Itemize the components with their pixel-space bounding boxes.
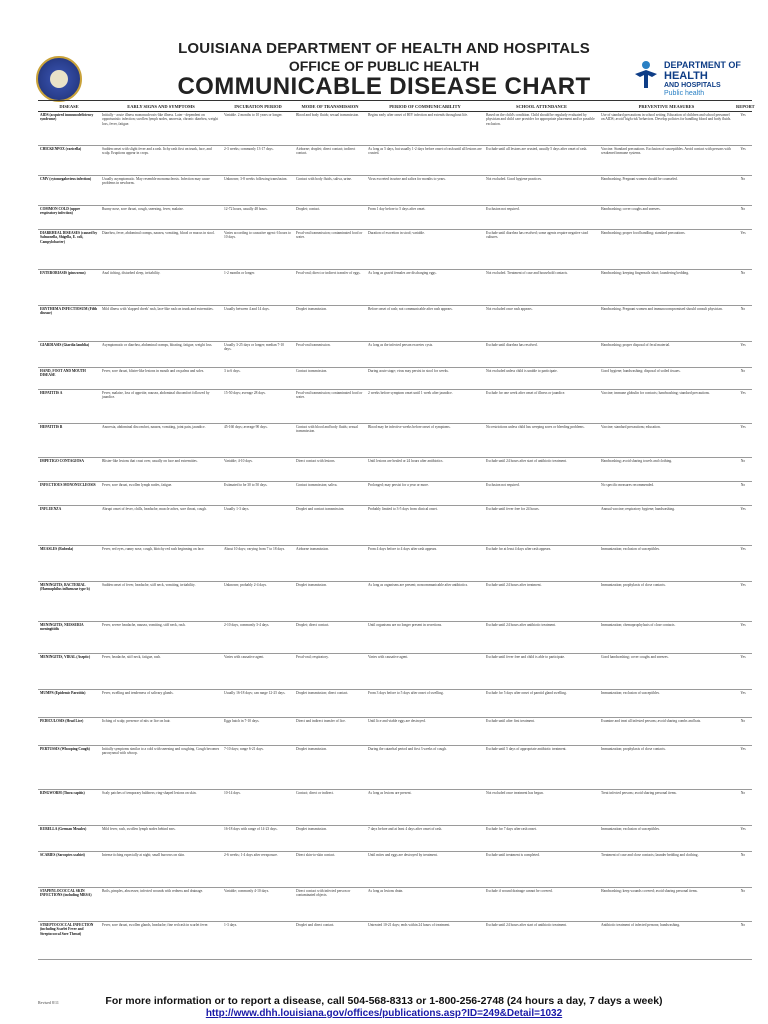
cell-preventive: Immunization; exclusion of susceptibles. <box>599 546 734 582</box>
cell-transmission: Direct contact with lesions. <box>294 458 366 482</box>
cell-transmission: Droplet transmission. <box>294 746 366 790</box>
cell-disease: CHICKENPOX (varicella) <box>38 146 100 176</box>
cell-incubation: Usually 3-25 days or longer; median 7-10 days. <box>222 342 294 368</box>
cell-report: No <box>734 270 752 306</box>
cell-preventive: Treatment of case and close contacts; launder bedding and clothing. <box>599 852 734 888</box>
cell-school: Not excluded. Good hygiene practices. <box>484 176 599 206</box>
cell-preventive: Handwashing; avoid sharing towels and clothing. <box>599 458 734 482</box>
table-row <box>38 458 752 482</box>
logo-line-4: Public health <box>664 90 705 97</box>
table-row <box>38 546 752 582</box>
cell-communicability: Until organisms are no longer present in secretions. <box>366 622 484 654</box>
table-row <box>38 368 752 390</box>
table-row <box>38 306 752 342</box>
cell-incubation: 12-72 hours, usually 48 hours. <box>222 206 294 230</box>
cell-report: No <box>734 852 752 888</box>
cell-disease: COMMON COLD (upper respiratory infection) <box>38 206 100 230</box>
dhh-figure-icon <box>632 60 660 90</box>
cell-school: No restrictions unless child has weeping sores or bleeding problems. <box>484 424 599 458</box>
table-row <box>38 582 752 622</box>
cell-signs: Sudden onset of fever, headache, stiff neck, vomiting, irritability. <box>100 582 222 622</box>
cell-disease: STAPHYLOCOCCAL SKIN INFECTIONS (including MRSA) <box>38 888 100 922</box>
col-header-transmission: MODE OF TRANSMISSION <box>294 101 366 112</box>
cell-signs: Boils, pimples, abscesses; infected wounds with redness and drainage. <box>100 888 222 922</box>
cell-school: Exclude until diarrhea has resolved. <box>484 342 599 368</box>
cell-incubation: 7-10 days; range 6-21 days. <box>222 746 294 790</box>
cell-incubation: 15-50 days; average 28 days. <box>222 390 294 424</box>
cell-school: Exclusion not required. <box>484 482 599 506</box>
cell-transmission: Direct and indirect transfer of lice. <box>294 718 366 746</box>
cell-signs: Fever, sore throat, blister-like lesions in mouth and on palms and soles. <box>100 368 222 390</box>
cell-disease: MEASLES (Rubeola) <box>38 546 100 582</box>
cell-incubation: Varies with causative agent. <box>222 654 294 690</box>
cell-report: Yes <box>734 746 752 790</box>
cell-preventive: Handwashing. Pregnant women and immunocompromised should consult physician. <box>599 306 734 342</box>
cell-school: Exclude until 24 hours after antibiotic treatment. <box>484 622 599 654</box>
cell-report: No <box>734 482 752 506</box>
cell-transmission: Blood and body fluids; sexual transmission. <box>294 112 366 146</box>
cell-preventive: Immunization; chemoprophylaxis of close contacts. <box>599 622 734 654</box>
cell-disease: INFLUENZA <box>38 506 100 546</box>
cell-school: Not excluded once treatment has begun. <box>484 790 599 826</box>
cell-school: Exclude until 24 hours after treatment. <box>484 582 599 622</box>
cell-transmission: Droplet; direct contact. <box>294 622 366 654</box>
cell-transmission: Contact; direct or indirect. <box>294 790 366 826</box>
footer-contact: For more information or to report a disease, call 504-568-8313 or 1-800-256-2748 (24 hours a day, 7 days a week) <box>105 995 663 1007</box>
cell-communicability: Prolonged; may persist for a year or more. <box>366 482 484 506</box>
cell-incubation: Usually between 4 and 14 days. <box>222 306 294 342</box>
cell-preventive: Immunization; prophylaxis of close contacts. <box>599 582 734 622</box>
table-row <box>38 654 752 690</box>
table-row <box>38 390 752 424</box>
cell-school: Exclude until 24 hours after start of antibiotic treatment. <box>484 922 599 960</box>
cell-signs: Asymptomatic or diarrhea, abdominal cramps, bloating, fatigue, weight loss. <box>100 342 222 368</box>
cell-preventive: Examine and treat all infested persons; avoid sharing combs and hats. <box>599 718 734 746</box>
cell-communicability: 2 weeks before symptom onset until 1 week after jaundice. <box>366 390 484 424</box>
cell-communicability: Probably limited to 3-5 days from clinical onset. <box>366 506 484 546</box>
cell-signs: Abrupt onset of fever, chills, headache, muscle aches, sore throat, cough. <box>100 506 222 546</box>
cell-preventive: Antibiotic treatment of infected persons; handwashing. <box>599 922 734 960</box>
cell-preventive: Treat infected persons; avoid sharing personal items. <box>599 790 734 826</box>
cell-communicability: As long as gravid females are discharging eggs. <box>366 270 484 306</box>
cell-disease: PEDICULOSIS (Head Lice) <box>38 718 100 746</box>
cell-incubation: About 10 days; varying from 7 to 18 days. <box>222 546 294 582</box>
cell-disease: HEPATITIS B <box>38 424 100 458</box>
cell-preventive: Handwashing; keeping fingernails short; laundering bedding. <box>599 270 734 306</box>
logo-line-1: DEPARTMENT OF <box>664 60 741 70</box>
cell-preventive: Immunization; prophylaxis of close contacts. <box>599 746 734 790</box>
cell-communicability: Before onset of rash; not communicable after rash appears. <box>366 306 484 342</box>
cell-disease: STREPTOCOCCAL INFECTION (including Scarlet Fever and Streptococcal Sore Throat) <box>38 922 100 960</box>
cell-school: Exclude for one week after onset of illness or jaundice. <box>484 390 599 424</box>
cell-incubation: Eggs hatch in 7-10 days. <box>222 718 294 746</box>
table-row <box>38 790 752 826</box>
cell-incubation: Unknown; probably 2-4 days. <box>222 582 294 622</box>
cell-school: Exclude until fever free for 24 hours. <box>484 506 599 546</box>
cell-transmission: Droplet; contact. <box>294 206 366 230</box>
cell-preventive: Handwashing; keep wounds covered; avoid sharing personal items. <box>599 888 734 922</box>
cell-signs: Scaly patches of temporary baldness; ring-shaped lesions on skin. <box>100 790 222 826</box>
table-row <box>38 112 752 146</box>
col-header-communicability: PERIOD OF COMMUNICABILITY <box>366 101 484 112</box>
cell-report: Yes <box>734 690 752 718</box>
col-header-incubation: INCUBATION PERIOD <box>222 101 294 112</box>
cell-school: Exclude for 7 days after rash onset. <box>484 826 599 852</box>
cell-disease: INFECTIOUS MONONUCLEOSIS <box>38 482 100 506</box>
table-row <box>38 826 752 852</box>
office-heading: OFFICE OF PUBLIC HEALTH <box>288 58 480 74</box>
cell-disease: HEPATITIS A <box>38 390 100 424</box>
cell-signs: Mild fever, rash, swollen lymph nodes behind ears. <box>100 826 222 852</box>
cell-communicability: Begins early after onset of HIV infection and extends throughout life. <box>366 112 484 146</box>
cell-transmission: Contact transmission; saliva. <box>294 482 366 506</box>
cell-preventive: Immunization; exclusion of susceptibles. <box>599 826 734 852</box>
cell-communicability: Varies with causative agent. <box>366 654 484 690</box>
cell-school: Exclude until 5 days of appropriate antibiotic treatment. <box>484 746 599 790</box>
cell-preventive: Use of standard precautions in school setting. Education of children and school personnel on AIDS; avoid 'high risk' behaviors. Develop policies for handling blood and body fluids. <box>599 112 734 146</box>
cell-school: Not excluded. Treatment of case and household contacts. <box>484 270 599 306</box>
cell-preventive: Annual vaccine; respiratory hygiene; handwashing. <box>599 506 734 546</box>
cell-school: Based on the child's condition. Child should be regularly evaluated by physician and child care provider for appropriate placement and/or possible exclusion. <box>484 112 599 146</box>
cell-school: Exclude for 5 days after onset of parotid gland swelling. <box>484 690 599 718</box>
cell-communicability: During acute stage; virus may persist in stool for weeks. <box>366 368 484 390</box>
col-header-disease: DISEASE <box>38 101 100 112</box>
cell-communicability: As long as organisms are present; noncommunicable after antibiotics. <box>366 582 484 622</box>
cell-communicability: 7 days before and at least 4 days after onset of rash. <box>366 826 484 852</box>
cell-communicability: Until lice and viable eggs are destroyed. <box>366 718 484 746</box>
table-row <box>38 922 752 960</box>
footer-link[interactable]: http://www.dhh.louisiana.gov/offices/publications.asp?ID=249&Detail=1032 <box>205 1008 563 1019</box>
cell-incubation: Variable; 4-10 days. <box>222 458 294 482</box>
cell-transmission: Contact transmission. <box>294 368 366 390</box>
cell-incubation: 2-3 weeks; commonly 13-17 days. <box>222 146 294 176</box>
cell-report: Yes <box>734 506 752 546</box>
table-row <box>38 482 752 506</box>
col-header-school: SCHOOL ATTENDANCE <box>484 101 599 112</box>
cell-communicability: Until lesions are healed or 24 hours after antibiotics. <box>366 458 484 482</box>
cell-school: Exclude until after first treatment. <box>484 718 599 746</box>
cell-disease: AIDS (acquired immunodeficiency syndrome) <box>38 112 100 146</box>
cell-communicability: From 3 days before to 5 days after onset of swelling. <box>366 690 484 718</box>
table-row <box>38 342 752 368</box>
logo-line-2: HEALTH <box>664 70 708 82</box>
table-row <box>38 424 752 458</box>
cell-signs: Diarrhea, fever, abdominal cramps, nausea, vomiting, blood or mucus in stool. <box>100 230 222 270</box>
cell-preventive: Good hygiene; handwashing; disposal of soiled tissues. <box>599 368 734 390</box>
page-title: COMMUNICABLE DISEASE CHART <box>177 73 591 100</box>
cell-communicability: Until mites and eggs are destroyed by treatment. <box>366 852 484 888</box>
table-row <box>38 206 752 230</box>
cell-report: No <box>734 922 752 960</box>
cell-school: Exclude for at least 4 days after rash appears. <box>484 546 599 582</box>
cell-incubation: 16-18 days with range of 14-23 days. <box>222 826 294 852</box>
cell-communicability: Untreated 10-21 days; ends within 24 hours of treatment. <box>366 922 484 960</box>
table-row <box>38 852 752 888</box>
cell-preventive: Handwashing; proper disposal of fecal material. <box>599 342 734 368</box>
cell-report: Yes <box>734 654 752 690</box>
cell-report: No <box>734 206 752 230</box>
dhh-logo <box>632 58 752 100</box>
cell-preventive: Handwashing. Pregnant women should be counseled. <box>599 176 734 206</box>
logo-line-3: AND HOSPITALS <box>664 82 721 89</box>
cell-report: Yes <box>734 826 752 852</box>
cell-transmission: Airborne transmission. <box>294 546 366 582</box>
cell-preventive: Vaccine. Standard precautions. Exclusion of susceptibles. Avoid contact with persons with weakened immune systems. <box>599 146 734 176</box>
cell-incubation: 2-6 weeks; 1-4 days after reexposure. <box>222 852 294 888</box>
cell-communicability: As long as 5 days, but usually 1-2 days before onset of rash until all lesions are crusted. <box>366 146 484 176</box>
cell-preventive: Handwashing; cover coughs and sneezes. <box>599 206 734 230</box>
cell-report: Yes <box>734 146 752 176</box>
cell-signs: Anal itching, disturbed sleep, irritability. <box>100 270 222 306</box>
cell-communicability: As long as lesions are present. <box>366 790 484 826</box>
cell-communicability: During the catarrhal period and first 3 weeks of cough. <box>366 746 484 790</box>
cell-transmission: Fecal-oral transmission; contaminated food or water. <box>294 230 366 270</box>
cell-incubation: 3 to 6 days. <box>222 368 294 390</box>
cell-signs: Mild illness with 'slapped cheek' rash, lace-like rash on trunk and extremities. <box>100 306 222 342</box>
cell-disease: GIARDIASIS (Giardia lamblia) <box>38 342 100 368</box>
cell-transmission: Direct contact with infected person or contaminated objects. <box>294 888 366 922</box>
cell-disease: DIARRHEAL DISEASES (caused by Salmonella, Shigella, E. coli, Campylobacter) <box>38 230 100 270</box>
table-row <box>38 506 752 546</box>
cell-communicability: From 1 day before to 5 days after onset. <box>366 206 484 230</box>
cell-report: No <box>734 176 752 206</box>
cell-preventive: Handwashing; proper food handling; standard precautions. <box>599 230 734 270</box>
cell-incubation: 45-160 days; average 90 days. <box>222 424 294 458</box>
cell-communicability: As long as the infected person excretes cysts. <box>366 342 484 368</box>
cell-incubation: Usually 1-3 days. <box>222 506 294 546</box>
cell-report: Yes <box>734 230 752 270</box>
cell-report: Yes <box>734 342 752 368</box>
table-row <box>38 888 752 922</box>
cell-transmission: Airborne; droplet; direct contact; indirect contact. <box>294 146 366 176</box>
cell-report: No <box>734 458 752 482</box>
cell-incubation: Estimated to be 30 to 50 days. <box>222 482 294 506</box>
table-row <box>38 146 752 176</box>
cell-disease: IMPETIGO CONTAGIOSA <box>38 458 100 482</box>
cell-preventive: No specific measures recommended. <box>599 482 734 506</box>
table-header-row <box>38 101 752 112</box>
cell-school: Exclude until all lesions are crusted, usually 5 days after onset of rash. <box>484 146 599 176</box>
cell-incubation: 1-3 days. <box>222 922 294 960</box>
cell-transmission: Fecal-oral transmission; contaminated food or water. <box>294 390 366 424</box>
cell-transmission: Contact with body fluids, saliva, urine. <box>294 176 366 206</box>
cell-transmission: Droplet transmission. <box>294 826 366 852</box>
cell-transmission: Fecal-oral transmission. <box>294 342 366 368</box>
cell-signs: Initially symptoms similar to a cold with sneezing and coughing. Cough becomes paroxysmal with whoop. <box>100 746 222 790</box>
cell-incubation: 2-10 days, commonly 3-4 days. <box>222 622 294 654</box>
cell-report: Yes <box>734 112 752 146</box>
table-row <box>38 176 752 206</box>
cell-signs: Initially - acute illness mononucleosis-like illness. Later - dependent on opportunistic infection; swollen lymph nodes, anorexia, chronic diarrhea, weight loss, fever, fatigue. <box>100 112 222 146</box>
cell-incubation: Varies according to causative agent: 6 hours to 10 days. <box>222 230 294 270</box>
cell-preventive: Vaccine; standard precautions; education. <box>599 424 734 458</box>
cell-report: Yes <box>734 622 752 654</box>
cell-preventive: Immunization; exclusion of susceptibles. <box>599 690 734 718</box>
cell-incubation: 10-14 days. <box>222 790 294 826</box>
cell-signs: Itching of scalp; presence of nits or lice on hair. <box>100 718 222 746</box>
table-row <box>38 270 752 306</box>
cell-signs: Fever, sore throat, swollen glands, headache; fine red rash in scarlet fever. <box>100 922 222 960</box>
cell-disease: SCABIES (Sarcoptes scabiei) <box>38 852 100 888</box>
cell-school: Not excluded once rash appears. <box>484 306 599 342</box>
cell-school: Not excluded unless child is unable to participate. <box>484 368 599 390</box>
cell-signs: Fever, red eyes, runny nose, cough, blotchy red rash beginning on face. <box>100 546 222 582</box>
cell-preventive: Good handwashing; cover coughs and sneezes. <box>599 654 734 690</box>
cell-school: Exclusion not required. <box>484 206 599 230</box>
col-header-signs: EARLY SIGNS AND SYMPTOMS <box>100 101 222 112</box>
cell-disease: MUMPS (Epidemic Parotitis) <box>38 690 100 718</box>
table-row <box>38 718 752 746</box>
cell-report: No <box>734 790 752 826</box>
cell-signs: Anorexia, abdominal discomfort, nausea, vomiting, joint pain, jaundice. <box>100 424 222 458</box>
cell-report: No <box>734 718 752 746</box>
cell-transmission: Fecal-oral; respiratory. <box>294 654 366 690</box>
cell-report: Yes <box>734 424 752 458</box>
cell-transmission: Droplet transmission. <box>294 306 366 342</box>
revised-date: Revised 8/11 <box>38 1000 59 1005</box>
table-row <box>38 746 752 790</box>
cell-signs: Fever, severe headache, nausea, vomiting, stiff neck, rash. <box>100 622 222 654</box>
cell-incubation: Unknown; 3-8 weeks following transfusion. <box>222 176 294 206</box>
cell-transmission: Droplet and contact transmission. <box>294 506 366 546</box>
cell-signs: Runny nose, sore throat, cough, sneezing, fever, malaise. <box>100 206 222 230</box>
cell-preventive: Vaccine; immune globulin for contacts; handwashing; standard precautions. <box>599 390 734 424</box>
cell-disease: HAND, FOOT AND MOUTH DISEASE <box>38 368 100 390</box>
cell-report: Yes <box>734 546 752 582</box>
cell-disease: ERYTHEMA INFECTIOSUM (Fifth disease) <box>38 306 100 342</box>
cell-school: Exclude if wound drainage cannot be covered. <box>484 888 599 922</box>
cell-report: Yes <box>734 390 752 424</box>
cell-communicability: From 4 days before to 4 days after rash appears. <box>366 546 484 582</box>
cell-report: No <box>734 888 752 922</box>
cell-incubation: Variable; commonly 4-10 days. <box>222 888 294 922</box>
cell-school: Exclude until 24 hours after start of antibiotic treatment. <box>484 458 599 482</box>
cell-signs: Fever, sore throat, swollen lymph nodes, fatigue. <box>100 482 222 506</box>
col-header-preventive: PREVENTIVE MEASURES <box>599 101 734 112</box>
table-row <box>38 230 752 270</box>
cell-school: Exclude until fever free and child is able to participate. <box>484 654 599 690</box>
cell-disease: ENTEROBIASIS (pinworms) <box>38 270 100 306</box>
cell-disease: PERTUSSIS (Whooping Cough) <box>38 746 100 790</box>
table-row <box>38 690 752 718</box>
cell-disease: MENINGITIS, BACTERIAL (Haemophilus influenzae type b) <box>38 582 100 622</box>
cell-signs: Usually asymptomatic. May resemble mononucleosis. Infection may cause problems in newborns. <box>100 176 222 206</box>
cell-disease: RUBELLA (German Measles) <box>38 826 100 852</box>
table-row <box>38 622 752 654</box>
cell-disease: RINGWORM (Tinea capitis) <box>38 790 100 826</box>
cell-report: Yes <box>734 582 752 622</box>
cell-signs: Fever, headache, stiff neck, fatigue, rash. <box>100 654 222 690</box>
disease-chart-table <box>38 100 755 960</box>
cell-transmission: Droplet and direct contact. <box>294 922 366 960</box>
cell-school: Exclude until treatment is completed. <box>484 852 599 888</box>
cell-signs: Fever, malaise, loss of appetite, nausea, abdominal discomfort followed by jaundice. <box>100 390 222 424</box>
cell-transmission: Contact with blood and body fluids; sexual transmission. <box>294 424 366 458</box>
cell-signs: Fever, swelling and tenderness of salivary glands. <box>100 690 222 718</box>
col-header-report: REPORT <box>734 101 752 112</box>
cell-school: Exclude until diarrhea has resolved; some agents require negative stool cultures. <box>484 230 599 270</box>
cell-communicability: Virus excreted in urine and saliva for months to years. <box>366 176 484 206</box>
cell-disease: MENINGITIS, VIRAL (Aseptic) <box>38 654 100 690</box>
cell-communicability: Blood may be infective weeks before onset of symptoms. <box>366 424 484 458</box>
cell-signs: Sudden onset with slight fever and a rash. Itchy rash first on trunk, face, and scalp. Eruptions appear in crops. <box>100 146 222 176</box>
cell-transmission: Direct skin-to-skin contact. <box>294 852 366 888</box>
cell-disease: MENINGITIS, NEISSERIA meningitidis <box>38 622 100 654</box>
cell-incubation: 1-2 months or longer. <box>222 270 294 306</box>
cell-transmission: Fecal-oral; direct or indirect transfer of eggs. <box>294 270 366 306</box>
table-body <box>38 112 752 960</box>
cell-disease: CMV (cytomegalovirus infection) <box>38 176 100 206</box>
cell-report: No <box>734 368 752 390</box>
cell-communicability: As long as lesions drain. <box>366 888 484 922</box>
cell-signs: Intense itching especially at night; small burrows on skin. <box>100 852 222 888</box>
cell-incubation: Variable. 2 months to 10 years or longer. <box>222 112 294 146</box>
cell-transmission: Droplet transmission; direct contact. <box>294 690 366 718</box>
cell-communicability: Duration of excretion in stool; variable. <box>366 230 484 270</box>
cell-report: No <box>734 306 752 342</box>
cell-transmission: Droplet transmission. <box>294 582 366 622</box>
cell-signs: Blister-like lesions that crust over, usually on face and extremities. <box>100 458 222 482</box>
dept-heading: LOUISIANA DEPARTMENT OF HEALTH AND HOSPITALS <box>178 40 590 57</box>
cell-incubation: Usually 16-18 days; can range 12-25 days. <box>222 690 294 718</box>
